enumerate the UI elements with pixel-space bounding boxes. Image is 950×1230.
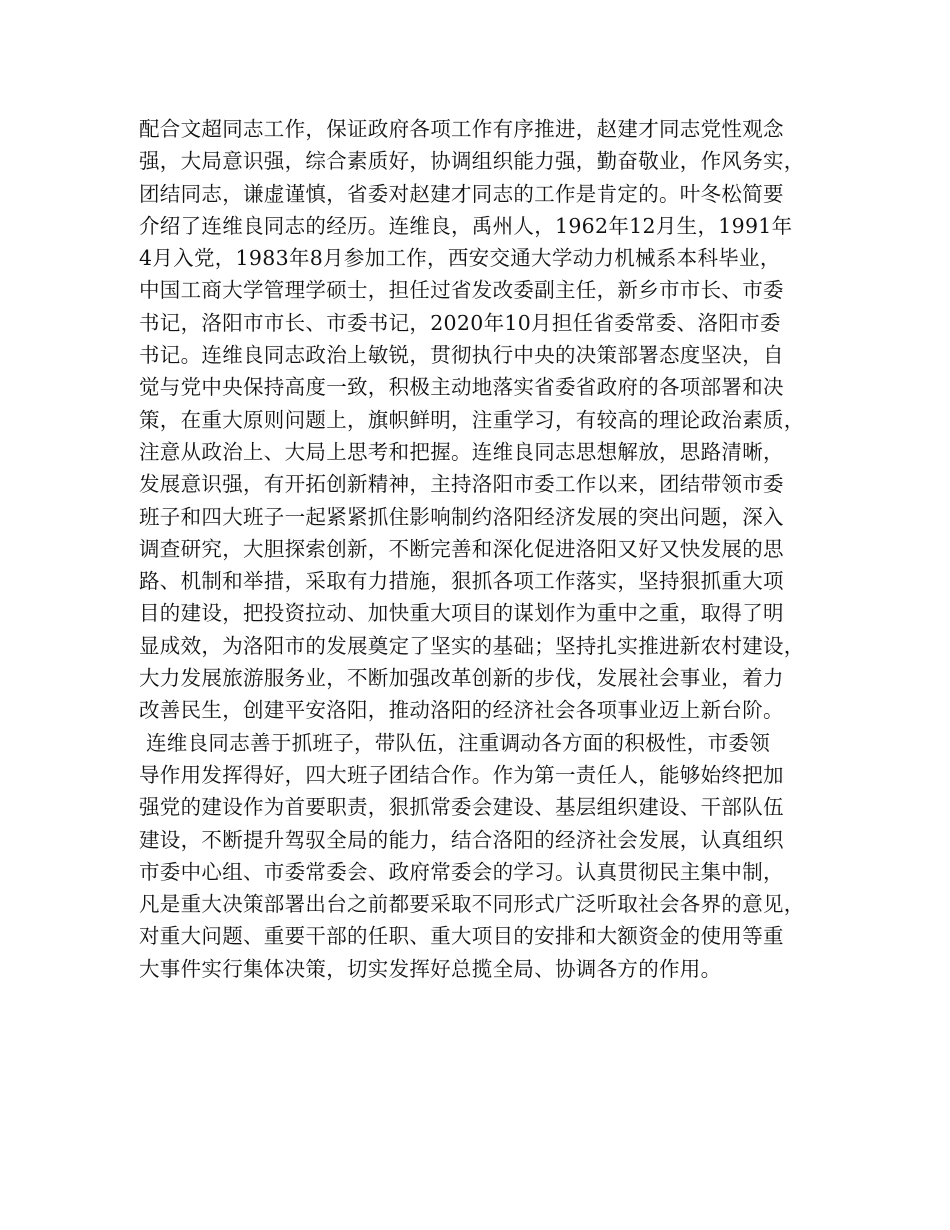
text-line: 大力发展旅游服务业，不断加强改革创新的步伐，发展社会事业，着力 xyxy=(139,666,784,691)
text-line: 建设，不断提升驾驭全局的能力，结合洛阳的经济社会发展，认真组织 xyxy=(139,827,784,852)
text-line: 强，大局意识强，综合素质好，协调组织能力强，勤奋敬业，作风务实， xyxy=(139,149,805,174)
text-line: 配合文超同志工作，保证政府各项工作有序推进，赵建才同志党性观念 xyxy=(139,117,784,141)
text-line: 导作用发挥得好，四大班子团结合作。作为第一责任人，能够始终把加 xyxy=(139,762,784,787)
text-line: 市委中心组、市委常委会、政府常委会的学习。认真贯彻民主集中制， xyxy=(139,859,784,884)
text-line: 调查研究，大胆探索创新，不断完善和深化促进洛阳又好又快发展的思 xyxy=(139,536,784,561)
text-line: 显成效，为洛阳市的发展奠定了坚实的基础；坚持扎实推进新农村建设， xyxy=(139,633,805,658)
text-line: 凡是重大决策部署出台之前都要采取不同形式广泛听取社会各界的意见， xyxy=(139,892,805,917)
text-line: 路、机制和举措，采取有力措施，狠抓各项工作落实，坚持狠抓重大项 xyxy=(139,569,784,594)
text-line: 发展意识强，有开拓创新精神，主持洛阳市委工作以来，团结带领市委 xyxy=(139,472,784,497)
text-line: 目的建设，把投资拉动、加快重大项目的谋划作为重中之重，取得了明 xyxy=(139,601,784,626)
text-line: 介绍了连维良同志的经历。连维良，禹州人，1962年12月生，1991年 xyxy=(139,213,793,238)
body-text xyxy=(139,113,829,985)
text-line: 对重大问题、重要干部的任职、重大项目的安排和大额资金的使用等重 xyxy=(139,924,784,949)
text-line: 大事件实行集体决策，切实发挥好总揽全局、协调各方的作用。 xyxy=(139,956,722,981)
text-line: 注意从政治上、大局上思考和把握。连维良同志思想解放，思路清晰， xyxy=(139,439,784,464)
text-line: 书记，洛阳市市长、市委书记，2020年10月担任省委常委、洛阳市委 xyxy=(139,310,781,335)
text-line: 团结同志，谦虚谨慎，省委对赵建才同志的工作是肯定的。叶冬松简要 xyxy=(139,181,784,206)
text-line: 4月入党，1983年8月参加工作，西安交通大学动力机械系本科毕业， xyxy=(139,246,781,271)
text-line: 中国工商大学管理学硕士，担任过省发改委副主任，新乡市市长、市委 xyxy=(139,278,784,303)
text-line: 改善民生，创建平安洛阳，推动洛阳的经济社会各项事业迈上新台阶。 xyxy=(139,698,784,723)
paragraph-start-line: 连维良同志善于抓班子，带队伍，注重调动各方面的积极性，市委领 xyxy=(146,730,770,755)
text-line: 书记。连维良同志政治上敏锐，贯彻执行中央的决策部署态度坚决，自 xyxy=(139,343,784,368)
text-line: 策，在重大原则问题上，旗帜鲜明，注重学习，有较高的理论政治素质， xyxy=(139,407,805,432)
text-line: 觉与党中央保持高度一致，积极主动地落实省委省政府的各项部署和决 xyxy=(139,375,784,400)
text-line: 班子和四大班子一起紧紧抓住影响制约洛阳经济发展的突出问题，深入 xyxy=(139,504,784,529)
text-line: 强党的建设作为首要职责，狠抓常委会建设、基层组织建设、干部队伍 xyxy=(139,795,784,820)
